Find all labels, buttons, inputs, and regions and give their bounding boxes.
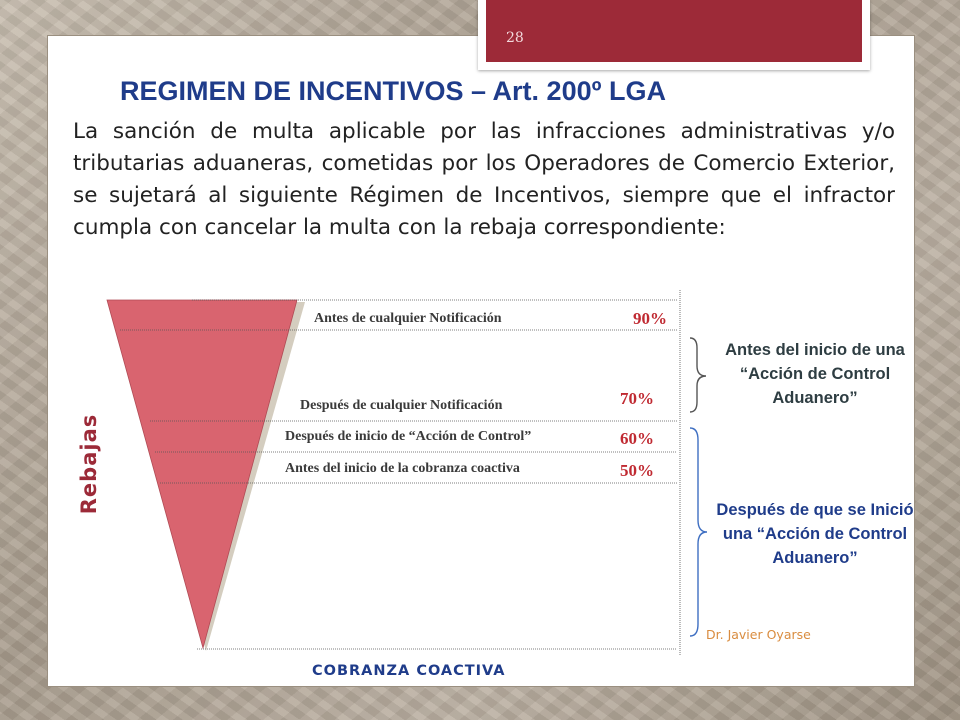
author-credit: Dr. Javier Oyarse xyxy=(706,627,811,642)
group-label-before-control xyxy=(706,338,924,410)
group-after-text: Después de que se Inició una “Acción de Control Aduanero” xyxy=(716,501,914,567)
rebajas-text: Rebajas xyxy=(77,413,101,515)
cobranza-coactiva-label: COBRANZA COACTIVA xyxy=(312,663,506,679)
row-percent-1: 90% xyxy=(633,309,667,328)
brace-after-control xyxy=(690,428,707,636)
brace-before-control xyxy=(690,338,706,412)
row-label-2: Después de cualquier Notificación xyxy=(300,398,503,413)
body-paragraph: La sanción de multa aplicable por las infracciones administrativas y/o tributarias aduaneras, cometidas por los Operadores de Comercio Exterior, se sujetará al siguiente Régimen de Incentivos, siempre que el infractor cumpla con cancelar la multa con la rebaja correspondiente: xyxy=(73,119,895,240)
rebajas-axis-label xyxy=(74,413,104,515)
row-percent-4: 50% xyxy=(620,461,654,480)
row-label-3: Después de inicio de “Acción de Control” xyxy=(285,429,532,444)
funnel-shape xyxy=(107,300,297,648)
row-label-4: Antes del inicio de la cobranza coactiva xyxy=(285,461,520,476)
row-percent-3: 60% xyxy=(620,429,654,448)
group-label-after-control xyxy=(706,498,924,570)
slide-title: REGIMEN DE INCENTIVOS – Art. 200º LGA xyxy=(120,76,666,106)
row-percent-2: 70% xyxy=(620,389,654,408)
page-number: 28 xyxy=(506,30,524,46)
group-before-text: Antes del inicio de una “Acción de Control Aduanero” xyxy=(725,341,905,407)
row-label-1: Antes de cualquier Notificación xyxy=(314,311,502,326)
